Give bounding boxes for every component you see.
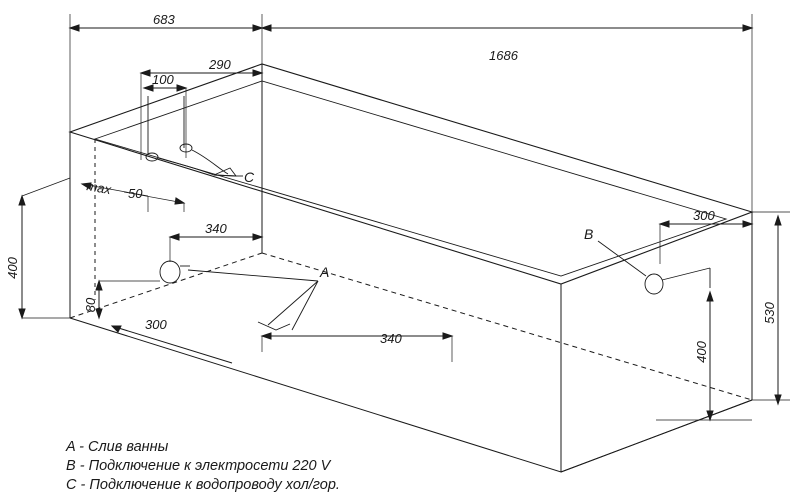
arrow-530-top — [775, 216, 781, 225]
arrow-400-right-top — [707, 292, 713, 301]
leader-a-right — [292, 281, 318, 330]
arrow-340-drain-right — [253, 234, 262, 240]
hose-hot — [192, 150, 228, 174]
legend-text-a: Слив ванны — [88, 439, 169, 455]
floor-line-right — [561, 400, 752, 472]
dim-340-front: 340 — [380, 331, 402, 346]
arrow-290-right — [253, 70, 262, 76]
arrow-400-left-top — [19, 196, 25, 205]
arrow-50-right — [175, 198, 184, 204]
cable-right — [662, 268, 710, 280]
arrow-340-front-left — [262, 333, 271, 339]
dim-80: 80 — [83, 297, 98, 313]
arrow-340-front-right — [443, 333, 452, 339]
dim-line-300-front — [112, 326, 232, 363]
leader-a-to-side-drain — [188, 270, 318, 281]
legend-item-a — [66, 438, 496, 457]
legend-sep-c: - — [76, 477, 90, 493]
legend-text-c: Подключение к водопроводу хол/гор. — [89, 477, 340, 493]
arrow-300-right-right — [743, 221, 752, 227]
dim-50: 50 — [128, 186, 143, 201]
dim-290: 290 — [209, 57, 231, 72]
dim-300-front: 300 — [145, 317, 167, 332]
legend-sep-a: - — [75, 439, 89, 455]
legend — [66, 438, 496, 495]
floor-drain-marker — [258, 322, 290, 330]
legend-item-c — [66, 476, 496, 495]
marker-a: A — [320, 264, 330, 280]
ext-line-400-top — [22, 178, 70, 196]
leader-b-cable — [598, 241, 646, 276]
electrical-socket — [645, 274, 663, 294]
legend-key-a: A — [66, 439, 76, 455]
dim-300-right: 300 — [693, 208, 715, 223]
legend-key-c: C — [66, 477, 77, 493]
legend-item-b — [66, 457, 496, 476]
dim-400-right: 400 — [694, 341, 709, 363]
drain-opening-side — [160, 261, 180, 283]
dim-1686: 1686 — [489, 48, 518, 63]
tub-top-rim — [70, 64, 752, 284]
marker-c: C — [244, 169, 255, 185]
arrow-100-right — [177, 85, 186, 91]
dim-530: 530 — [762, 302, 777, 324]
arrow-290-left — [141, 70, 150, 76]
legend-sep-b: - — [75, 458, 89, 474]
dim-683: 683 — [153, 12, 175, 27]
marker-b: B — [584, 226, 594, 242]
arrow-300-right-left — [660, 221, 669, 227]
dim-max: max — [85, 178, 113, 198]
arrow-530-bottom — [775, 395, 781, 404]
arrow-340-drain-left — [170, 234, 179, 240]
arrow-400-left-bottom — [19, 309, 25, 318]
arrow-80-top — [96, 281, 102, 290]
tub-bottom-hidden-back — [262, 253, 752, 400]
arrow-683-left — [70, 25, 79, 31]
leader-a-left — [268, 281, 318, 325]
dim-400-left: 400 — [5, 257, 20, 279]
arrow-1686-right — [743, 25, 752, 31]
dim-340-drain: 340 — [205, 221, 227, 236]
tub-inner-basin — [95, 81, 726, 276]
arrow-1686-left — [262, 25, 271, 31]
legend-text-b: Подключение к электросети 220 V — [88, 458, 331, 474]
legend-key-b: B — [66, 458, 76, 474]
dim-100: 100 — [152, 72, 174, 87]
